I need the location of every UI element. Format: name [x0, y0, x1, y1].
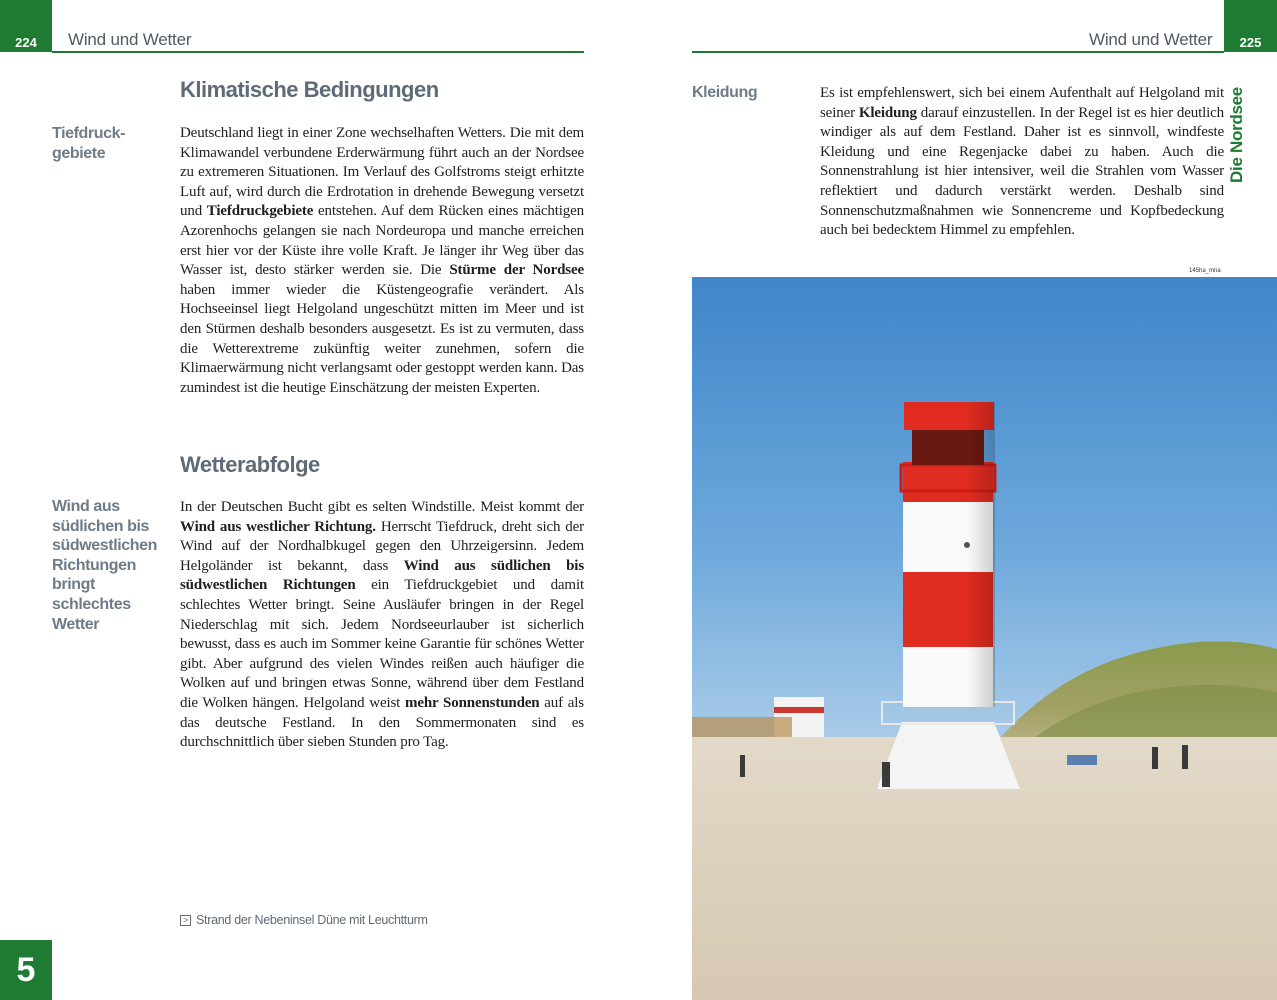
left-page-number [0, 0, 52, 52]
side-tab-text: Die Nordsee [1227, 87, 1246, 183]
bold-run: mehr Sonnenstunden [404, 694, 540, 711]
building-stripe [774, 707, 824, 713]
text-run: Es ist empfehlenswert, sich bei einem Aufenthalt auf Helgoland mit seiner [820, 85, 1224, 121]
bold-run: Wind aus südlichen bis südwestlichen Richtungen [180, 557, 585, 594]
arrow-right-icon: > [180, 915, 191, 926]
side-tab-die-nordsee [1222, 87, 1252, 183]
text-run: auf als das deutsche Festland. In den Sommermonaten sind es durchschnittlich über sieben Stunden pro Tag. [180, 694, 584, 751]
section-heading-klima: Klimatische Bedingungen [180, 77, 439, 102]
left-page-number-text: 224 [15, 35, 37, 50]
text-run: ein Tiefdruckgebiet und damit schlechtes Wetter bringt. Seine Ausläufer bringen in der Regel Niederschlag mit sich. Jedem Nordseeurlauber ist sicherlich bewusst, dass es auch im Sommer keine Garantie für schönes Wetter gibt. Aber aufgrund des vielen Windes reißen auch häufiger die Wolken auf und bringen etwas Sonne, während über dem Festland die Wolken hängen. Helgoland weist [180, 577, 584, 711]
bold-run: Kleidung [858, 104, 917, 121]
chapter-number-tab [0, 940, 52, 1000]
right-page-number-text: 225 [1239, 35, 1262, 50]
margin-note-kleidung: Kleidung [692, 84, 758, 101]
right-header-rule [692, 51, 1224, 53]
text-run: haben immer wieder die Küstengeografie verändert. Als Hochseeinsel liegt Helgoland ungeschützt mitten im Meer und ist den Stürmen deshalb besonders ausgesetzt. Es ist zu vermuten, dass die Wetterextreme zukünftig weiter zunehmen, sofern die Klimaerwärmung nicht verlangsamt oder gestoppt werden kann. Das zumindest ist die heutige Einschätzung der meisten Experten. [180, 281, 584, 396]
text-run: Deutschland liegt in einer Zone wechselhaften Wetters. Die mit dem Klimawandel verbundene Erderwärmung führt auch an der Nordsee zu extremeren Situationen. Im Verlauf des Golfstroms steigt erhitzte Luft auf, wird durch die Erdrotation in drehende Bewegung versetzt und [180, 125, 584, 220]
photo-caption [180, 913, 428, 927]
bold-run: Stürme der Nordsee [449, 262, 584, 279]
photo-credit: 145ha_mna [1189, 268, 1221, 274]
margin-note-wind: Wind aus südlichen bis südwestlichen Richtungen bringt schlechtes Wetter [52, 498, 158, 633]
left-running-head: Wind und Wetter [68, 30, 192, 49]
photo-caption-text: Strand der Nebeninsel Düne mit Leuchtturm [196, 913, 428, 927]
left-header-rule [52, 51, 584, 53]
chapter-number-text: 5 [16, 950, 36, 989]
paragraph-kleidung [820, 84, 1224, 241]
bold-run: Wind aus westlicher Richtung. [180, 518, 376, 535]
margin-note-tiefdruck: Tiefdruck- gebiete [52, 125, 126, 162]
right-running-head: Wind und Wetter [1089, 30, 1213, 49]
text-run: Herrscht Tiefdruck, dreht sich der Wind auf der Nordhalbkugel gegen den Uhrzeigersinn. Jedem Helgoländer ist bekannt, dass [180, 518, 584, 574]
text-run: In der Deutschen Bucht gibt es selten Windstille. Meist kommt der [180, 499, 584, 515]
tower-shading [903, 402, 995, 707]
text-run: darauf einzustellen. In der Regel ist es hier deutlich windiger als auf dem Festland. Daher ist es sinnvoll, windfeste Kleidung und eine Regenjacke dabei zu haben. Auch die Sonnenstrahlung ist hier intensiver, weil die Strahlen vom Wasser reflektiert und dadurch verstärkt werden. Deshalb sind Sonnenschutzmaßnahmen wie Sonnencreme und Kopfbedeckung auch bei bedecktem Himmel zu empfehlen. [820, 104, 1225, 239]
section-heading-wetterabfolge: Wetterabfolge [180, 452, 320, 477]
right-page-number [1224, 0, 1277, 52]
lighthouse-photo [692, 277, 1277, 1000]
bold-run: Tiefdruckgebiete [206, 203, 314, 220]
paragraph-wetterabfolge [180, 498, 584, 753]
text-run: entstehen. Auf dem Rücken eines mächtigen Azorenhochs gelangen sie nach Nordeuropa und manche erreichen erst hier vor der Küste ihre volle Kraft. Je länger ihr Weg über das Wasser ist, desto stärker werden sie. Die [180, 203, 584, 279]
paragraph-klima [180, 124, 584, 398]
tower-window [964, 542, 970, 548]
